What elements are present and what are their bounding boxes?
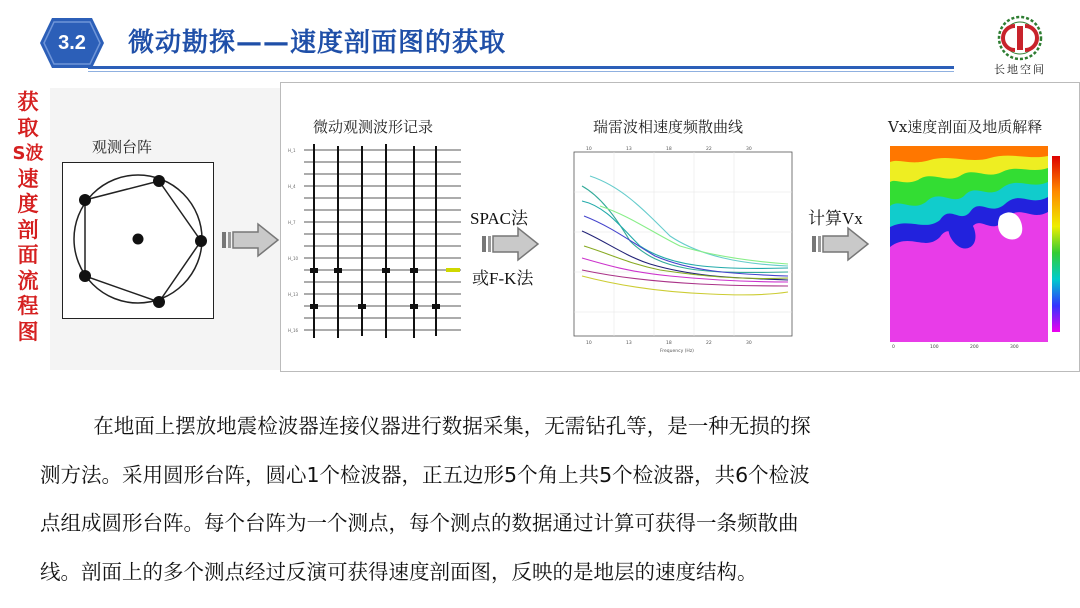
right-arrow-icon — [812, 226, 870, 262]
svg-text:30: 30 — [746, 341, 752, 346]
svg-text:H_16: H_16 — [288, 328, 299, 333]
svg-text:22: 22 — [706, 341, 712, 346]
svg-text:13: 13 — [626, 341, 632, 346]
page-title: 微动勘探——速度剖面图的获取 — [128, 28, 507, 58]
side-title-char: 剖 — [17, 217, 39, 242]
svg-text:0: 0 — [892, 345, 895, 350]
svg-text:H_1: H_1 — [288, 148, 296, 153]
waveform-caption: 微动观测波形记录 — [313, 118, 434, 136]
svg-text:100: 100 — [930, 345, 939, 350]
compute-vx-label: 计算Vx — [808, 209, 863, 228]
side-title-char: 流 — [17, 268, 39, 293]
dispersion-curves — [560, 146, 800, 354]
svg-text:H_10: H_10 — [288, 256, 299, 261]
paragraph-line: 点组成圆形台阵。每个台阵为一个测点，每个测点的数据通过计算可获得一条频散曲 — [40, 511, 799, 535]
svg-text:H_4: H_4 — [288, 184, 296, 189]
side-title-char: 图 — [17, 319, 39, 344]
svg-text:10: 10 — [586, 147, 592, 152]
right-arrow-icon — [222, 222, 280, 258]
side-title-char: 面 — [17, 243, 39, 267]
array-caption: 观测台阵 — [92, 138, 153, 156]
paragraph-line: 在地面上摆放地震检波器连接仪器进行数据采集，无需钻孔等，是一种无损的探 — [93, 414, 811, 438]
velocity-section-caption: Vx速度剖面及地质解释 — [888, 118, 1043, 136]
side-title-char: 获 — [17, 90, 39, 114]
section-number: 3.2 — [58, 31, 86, 54]
header-divider-thin — [88, 71, 954, 72]
fk-method-label: 或F-K法 — [472, 269, 534, 288]
side-title-char: 取 — [17, 115, 39, 140]
svg-text:22: 22 — [706, 147, 712, 152]
svg-text:Frequency (Hz): Frequency (Hz) — [660, 349, 694, 354]
description-paragraph — [40, 402, 1040, 596]
array-pentagon-diagram — [63, 163, 213, 318]
svg-text:H_7: H_7 — [288, 220, 296, 225]
svg-text:10: 10 — [586, 341, 592, 346]
header-divider — [88, 66, 954, 69]
side-title-char: 速 — [17, 166, 39, 191]
paragraph-line: 测方法。采用圆形台阵，圆心1个检波器，正五边形5个角上共5个检波器，共6个检波 — [40, 462, 810, 487]
side-vertical-title — [8, 90, 48, 345]
side-title-char: S波 — [12, 143, 44, 164]
dispersion-caption: 瑞雷波相速度频散曲线 — [593, 118, 744, 136]
svg-text:18: 18 — [666, 147, 672, 152]
side-title-char: 程 — [17, 294, 39, 318]
array-diagram — [62, 162, 214, 319]
svg-text:18: 18 — [666, 341, 672, 346]
side-title-char: 度 — [17, 192, 39, 216]
right-arrow-icon — [482, 226, 540, 262]
waveform-record — [286, 142, 466, 342]
company-name: 长地空间 — [994, 63, 1046, 76]
svg-text:30: 30 — [746, 147, 752, 152]
svg-text:300: 300 — [1010, 345, 1019, 350]
svg-text:H_13: H_13 — [288, 292, 299, 297]
spac-method-label: SPAC法 — [470, 209, 528, 228]
paragraph-line: 线。剖面上的多个测点经过反演可获得速度剖面图，反映的是地层的速度结构。 — [40, 559, 758, 584]
svg-text:13: 13 — [626, 147, 632, 152]
velocity-section — [880, 142, 1068, 352]
svg-text:200: 200 — [970, 345, 979, 350]
